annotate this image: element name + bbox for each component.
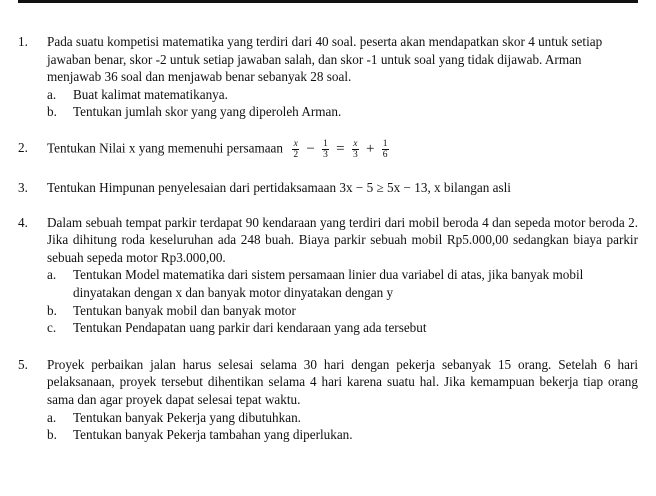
sub-question-letter: a.	[47, 86, 57, 102]
sub-question-c	[47, 319, 638, 337]
fraction-1-over-6: $\frac{1}{6}$	[382, 138, 388, 160]
question-number: 2.	[18, 139, 28, 155]
sub-question-text: Tentukan Model matematika dari sistem persamaan linier dua variabel di atas, jika banyak mobil dinyatakan dengan x dan banyak motor dinyatakan dengan y	[73, 267, 584, 300]
sub-question-letter: a.	[47, 409, 57, 425]
sub-question-a	[47, 409, 638, 427]
question-1	[18, 33, 638, 121]
equation	[290, 138, 390, 160]
question-text: Tentukan Himpunan penyelesaian dari pertidaksamaan 3x − 5 ≥ 5x − 13, x bilangan asli	[47, 179, 511, 195]
sub-question-text: Tentukan Pendapatan uang parkir dari kendaraan yang ada tersebut	[73, 320, 427, 336]
sub-question-letter: b.	[47, 104, 57, 120]
question-number: 4.	[18, 214, 28, 230]
sub-question-text: Tentukan jumlah skor yang yang diperoleh Arman.	[73, 104, 342, 120]
question-text	[47, 139, 638, 160]
sub-question-letter: b.	[47, 427, 57, 443]
equals-operator: =	[336, 140, 345, 157]
sub-question-text: Tentukan banyak mobil dan banyak motor	[73, 302, 296, 318]
sub-question-b	[47, 103, 638, 121]
question-4	[18, 214, 638, 337]
fraction-x-over-3: $\frac{x}{3}$	[352, 138, 358, 160]
question-number: 3.	[18, 179, 28, 195]
top-rule	[18, 0, 638, 3]
fraction-1-over-3: $\frac{1}{3}$	[323, 138, 328, 160]
question-number: 1.	[18, 34, 28, 49]
question-text: Pada suatu kompetisi matematika yang terdiri dari 40 soal. peserta akan mendapatkan skor 4 untuk setiap jawaban benar, skor -2 untuk setiap jawaban salah, dan skor -1 untuk soal yang tidak dijawab. Arman menjawab 36 soal dan menjawab benar sebanyak 28 soal.	[47, 34, 603, 85]
sub-question-a	[47, 86, 638, 104]
sub-question-letter: b.	[47, 302, 57, 318]
plus-operator: +	[365, 140, 375, 157]
question-5	[18, 356, 638, 444]
sub-question-text: Buat kalimat matematikanya.	[73, 86, 228, 102]
question-number: 5.	[18, 356, 28, 372]
sub-question-b	[47, 302, 638, 320]
question-3	[18, 179, 638, 197]
question-2	[18, 139, 638, 160]
sub-question-b	[47, 426, 638, 444]
sub-question-a	[47, 266, 638, 301]
question-text-lead: Tentukan Nilai x yang memenuhi persamaan	[47, 140, 284, 156]
question-text: Proyek perbaikan jalan harus selesai selama 30 hari dengan pekerja sebanyak 15 orang. Setelah 6 hari pelaksanaan, proyek tersebut dihentikan selama 4 hari karena suatu hal. Jika kemampuan bekerja tiap orang sama dan agar proyek dapat selesai tepat waktu.	[47, 356, 638, 407]
sub-question-text: Tentukan banyak Pekerja yang dibutuhkan.	[73, 409, 301, 425]
sub-question-letter: c.	[47, 320, 57, 336]
sub-question-text: Tentukan banyak Pekerja tambahan yang diperlukan.	[73, 427, 353, 443]
sub-question-letter: a.	[47, 267, 57, 283]
fraction-x-over-2: $\frac{x}{2}$	[293, 138, 299, 160]
minus-operator: −	[306, 140, 315, 157]
question-text: Dalam sebuah tempat parkir terdapat 90 kendaraan yang terdiri dari mobil beroda 4 dan sepeda motor beroda 2. Jika dihitung roda keseluruhan ada 248 buah. Biaya parkir sebuah mobil Rp5.000,00 sedangkan biaya parkir sebuah sepeda motor Rp3.000,00.	[47, 214, 638, 265]
question-list	[18, 33, 638, 444]
